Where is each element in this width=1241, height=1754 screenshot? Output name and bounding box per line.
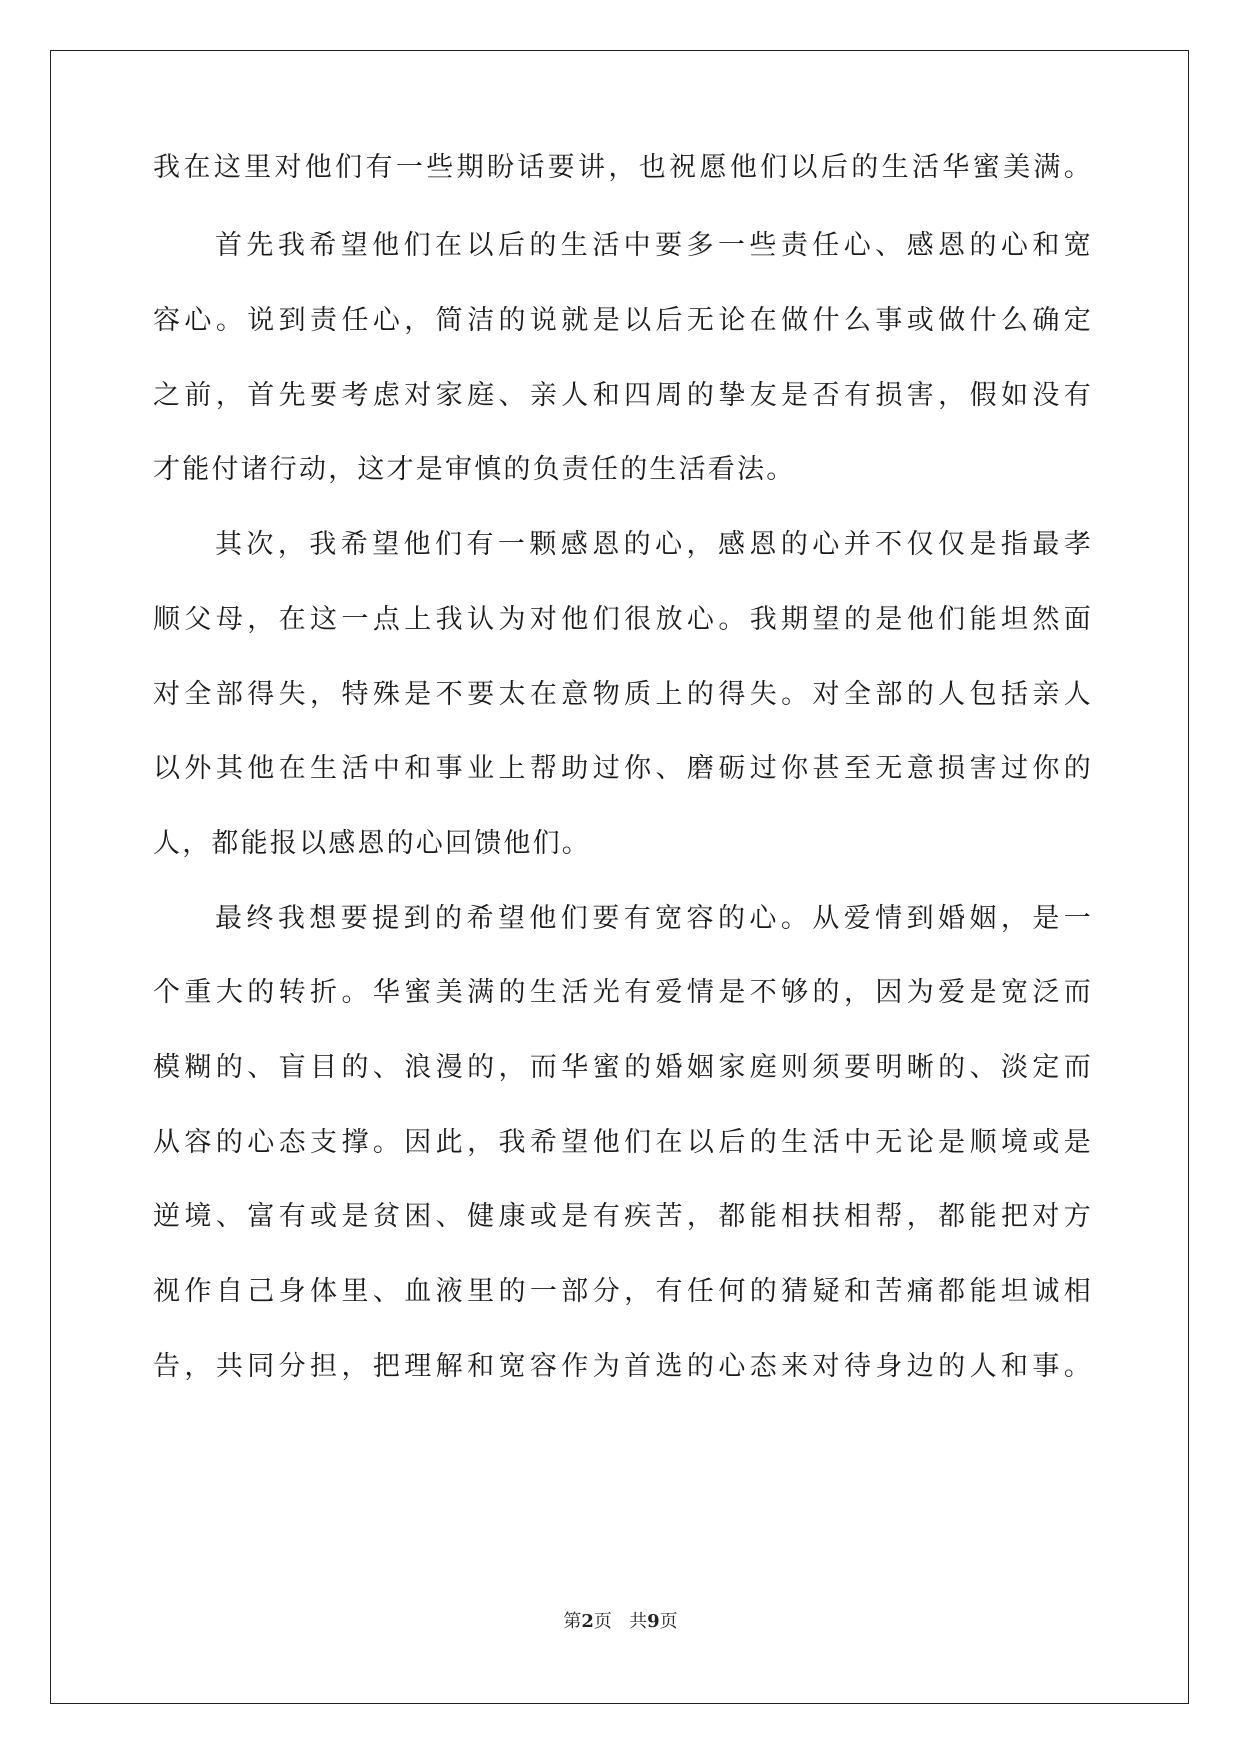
paragraph-first-line: 最终我想要提到的希望他们要有宽容的心。从爱情到婚姻，是一 — [215, 903, 1093, 934]
footer-total-suffix: 页 — [659, 1611, 678, 1632]
text-line: 以外其他在生活中和事业上帮助过你、磨砺过你甚至无意损害过你的 — [153, 753, 1093, 784]
text-line: 之前，首先要考虑对家庭、亲人和四周的挚友是否有损害，假如没有 — [153, 380, 1093, 411]
footer-total-prefix: 共 — [629, 1611, 648, 1632]
text-line: 模糊的、盲目的、浪漫的，而华蜜的婚姻家庭则须要明晰的、淡定而 — [153, 1052, 1093, 1083]
text-line: 容心。说到责任心，简洁的说就是以后无论在做什么事或做什么确定 — [153, 305, 1093, 336]
text-line: 视作自己身体里、血液里的一部分，有任何的猜疑和苦痛都能坦诚相 — [153, 1276, 1093, 1307]
text-line: 告，共同分担，把理解和宽容作为首选的心态来对待身边的人和事。 — [153, 1351, 1093, 1382]
text-line: 顺父母，在这一点上我认为对他们很放心。我期望的是他们能坦然面 — [153, 604, 1093, 635]
text-line: 逆境、富有或是贫困、健康或是有疾苦，都能相扶相帮，都能把对方 — [153, 1201, 1093, 1232]
page-border — [50, 50, 1189, 1704]
text-line: 个重大的转折。华蜜美满的生活光有爱情是不够的，因为爱是宽泛而 — [153, 977, 1093, 1008]
paragraph-first-line: 首先我希望他们在以后的生活中要多一些责任心、感恩的心和宽 — [215, 230, 1093, 261]
footer-page-prefix: 第 — [563, 1611, 582, 1632]
text-line: 人，都能报以感恩的心回馈他们。 — [153, 828, 591, 859]
page-footer — [0, 1610, 1241, 1634]
text-line: 我在这里对他们有一些期盼话要讲，也祝愿他们以后的生活华蜜美满。 — [153, 152, 1093, 183]
text-line: 才能付诸行动，这才是审慎的负责任的生活看法。 — [153, 454, 796, 485]
footer-page-suffix: 页 — [593, 1611, 612, 1632]
paragraph-first-line: 其次，我希望他们有一颗感恩的心，感恩的心并不仅仅是指最孝 — [215, 529, 1093, 560]
footer-page-number: 2 — [581, 1611, 594, 1632]
footer-total-number: 9 — [647, 1611, 660, 1632]
text-line: 对全部得失，特殊是不要太在意物质上的得失。对全部的人包括亲人 — [153, 679, 1093, 710]
text-line: 从容的心态支撑。因此，我希望他们在以后的生活中无论是顺境或是 — [153, 1127, 1093, 1158]
